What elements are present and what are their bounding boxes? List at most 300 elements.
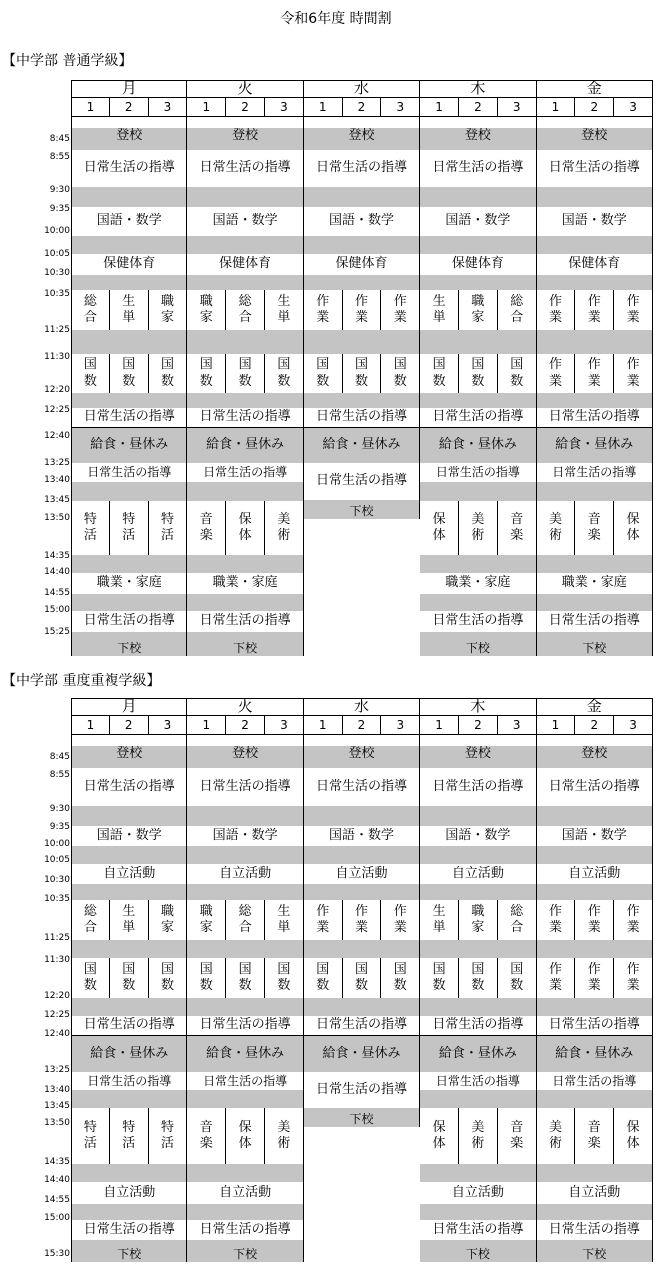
break-row: [187, 594, 303, 611]
lunch-cell: 給食・昼休み: [71, 1036, 187, 1072]
break-row: [537, 884, 653, 900]
subject-cell: 国 数: [343, 354, 382, 393]
break-row: [537, 1164, 653, 1182]
time-label: 13:50: [44, 1118, 70, 1128]
lunch-cell: 給食・昼休み: [420, 428, 536, 463]
break-row: [420, 393, 536, 408]
break-row: [304, 940, 420, 958]
seventh-block-cell: 職業・家庭: [187, 573, 303, 594]
subject-cell: 音 楽: [187, 1108, 226, 1164]
break-row: [71, 806, 187, 826]
spacer-row: [187, 117, 303, 128]
subject-cell: 職 家: [149, 290, 188, 330]
break-row: [537, 594, 653, 611]
break-row: [420, 940, 536, 958]
daily-guidance-cell: 日常生活の指導: [187, 1220, 303, 1240]
daily-guidance-cell: 日常生活の指導: [420, 408, 536, 428]
subject-cell: 特 活: [110, 1108, 149, 1164]
spacer-row: [187, 735, 303, 746]
period-number: 3: [265, 716, 304, 735]
daily-guidance-cell: 日常生活の指導: [420, 463, 536, 482]
subject-cell: 美 術: [537, 1108, 576, 1164]
subject-cell: 保 体: [420, 501, 459, 555]
time-label: 14:40: [44, 567, 70, 577]
subject-cell: 作 業: [575, 354, 614, 393]
period-number: 3: [149, 98, 188, 117]
time-label: 13:40: [44, 475, 70, 485]
time-label: 13:25: [44, 1065, 70, 1075]
subject-cell: 作 業: [381, 900, 420, 940]
break-row: [71, 187, 187, 207]
time-label: 13:45: [44, 1101, 70, 1111]
break-row: [187, 998, 303, 1016]
break-row: [71, 1204, 187, 1220]
daily-guidance-cell: 日常生活の指導: [537, 1072, 653, 1090]
break-row: [537, 555, 653, 573]
subject-cell: 音 楽: [575, 501, 614, 555]
break-row: [537, 275, 653, 290]
day-header: 水: [304, 698, 420, 716]
time-label: 12:20: [44, 991, 70, 1001]
japanese-math-cell: 国語・数学: [187, 207, 303, 236]
break-row: [71, 330, 187, 354]
break-row: [420, 1204, 536, 1220]
subject-cell: 作 業: [343, 290, 382, 330]
japanese-math-cell: 国語・数学: [537, 826, 653, 846]
dismissal-cell: 下校: [304, 1108, 420, 1127]
subject-cell: 作 業: [537, 900, 576, 940]
subject-cell: 特 活: [110, 501, 149, 555]
third-block-cell: 保健体育: [420, 254, 536, 275]
seventh-block-cell: 職業・家庭: [420, 573, 536, 594]
third-block-cell: 保健体育: [537, 254, 653, 275]
break-row: [420, 187, 536, 207]
subject-cell: 総 合: [498, 900, 537, 940]
daily-guidance-cell: 日常生活の指導: [420, 1072, 536, 1090]
subject-cell: 職 家: [459, 900, 498, 940]
dismissal-cell: 下校: [420, 632, 536, 656]
period-number: 1: [71, 716, 110, 735]
subject-cell: 作 業: [575, 900, 614, 940]
period-number: 1: [420, 98, 459, 117]
daily-guidance-cell: 日常生活の指導: [420, 150, 536, 187]
time-label: 9:35: [49, 204, 70, 214]
subject-cell: 作 業: [614, 290, 653, 330]
daily-guidance-cell: 日常生活の指導: [187, 463, 303, 482]
day-header: 木: [420, 80, 536, 98]
time-label: 10:00: [44, 839, 70, 849]
time-label: 13:40: [44, 1085, 70, 1095]
daily-guidance-cell: 日常生活の指導: [187, 1016, 303, 1036]
subject-cell: 総 合: [226, 900, 265, 940]
subject-cell: 国 数: [149, 958, 188, 998]
break-row: [420, 1090, 536, 1108]
period-number: 2: [459, 716, 498, 735]
break-row: [420, 884, 536, 900]
subject-cell: 職 家: [187, 900, 226, 940]
dismissal-cell: 下校: [187, 632, 303, 656]
time-label: 15:00: [44, 605, 70, 615]
daily-guidance-cell: 日常生活の指導: [537, 1016, 653, 1036]
time-label: 11:25: [44, 325, 70, 335]
subject-cell: 生 単: [110, 290, 149, 330]
subject-cell: 国 数: [71, 354, 110, 393]
subject-cell: 音 楽: [187, 501, 226, 555]
lunch-cell: 給食・昼休み: [304, 1036, 420, 1072]
subject-cell: 作 業: [614, 958, 653, 998]
break-row: [304, 187, 420, 207]
break-row: [187, 1204, 303, 1220]
japanese-math-cell: 国語・数学: [71, 207, 187, 236]
time-label: 9:30: [49, 804, 70, 814]
period-number: 2: [459, 98, 498, 117]
break-row: [71, 1090, 187, 1108]
time-label: 15:25: [44, 627, 70, 637]
period-number: 1: [187, 716, 226, 735]
time-label: 10:35: [44, 894, 70, 904]
time-label: 12:20: [44, 385, 70, 395]
lunch-cell: 給食・昼休み: [187, 1036, 303, 1072]
spacer-row: [71, 117, 187, 128]
daily-guidance-cell: 日常生活の指導: [537, 463, 653, 482]
break-row: [304, 846, 420, 864]
break-row: [420, 236, 536, 254]
subject-cell: 国 数: [265, 354, 304, 393]
break-row: [304, 330, 420, 354]
time-label: 10:30: [44, 875, 70, 885]
subject-cell: 国 数: [304, 354, 343, 393]
subject-cell: 特 活: [149, 501, 188, 555]
lunch-cell: 給食・昼休み: [187, 428, 303, 463]
time-label: 10:05: [44, 249, 70, 259]
break-row: [187, 236, 303, 254]
daily-guidance-cell: 日常生活の指導: [537, 408, 653, 428]
subject-cell: 特 活: [71, 1108, 110, 1164]
break-row: [420, 806, 536, 826]
break-row: [71, 1164, 187, 1182]
time-label: 12:40: [44, 1029, 70, 1039]
subject-cell: 作 業: [614, 354, 653, 393]
third-block-cell: 保健体育: [187, 254, 303, 275]
subject-cell: 国 数: [304, 958, 343, 998]
break-row: [71, 884, 187, 900]
daily-guidance-cell: 日常生活の指導: [187, 611, 303, 632]
subject-cell: 作 業: [343, 900, 382, 940]
lunch-cell: 給食・昼休み: [420, 1036, 536, 1072]
japanese-math-cell: 国語・数学: [420, 826, 536, 846]
break-row: [537, 482, 653, 501]
subject-cell: 国 数: [187, 958, 226, 998]
subject-cell: 作 業: [575, 958, 614, 998]
lunch-cell: 給食・昼休み: [71, 428, 187, 463]
break-row: [187, 1164, 303, 1182]
period-number: 1: [537, 98, 576, 117]
subject-cell: 職 家: [149, 900, 188, 940]
time-label: 14:35: [44, 551, 70, 561]
break-row: [187, 393, 303, 408]
break-row: [187, 940, 303, 958]
break-row: [71, 482, 187, 501]
subject-cell: 保 体: [614, 501, 653, 555]
subject-cell: 作 業: [381, 290, 420, 330]
arrival-cell: 登校: [71, 128, 187, 150]
day-header: 金: [537, 80, 653, 98]
period-number: 2: [226, 98, 265, 117]
daily-guidance-cell: 日常生活の指導: [187, 768, 303, 806]
daily-guidance-cell: 日常生活の指導: [537, 1220, 653, 1240]
subject-cell: 作 業: [614, 900, 653, 940]
daily-guidance-cell: 日常生活の指導: [187, 408, 303, 428]
period-number: 2: [343, 98, 382, 117]
break-row: [420, 594, 536, 611]
daily-guidance-cell: 日常生活の指導: [420, 1016, 536, 1036]
subject-cell: 特 活: [71, 501, 110, 555]
time-label: 11:25: [44, 933, 70, 943]
period-number: 1: [71, 98, 110, 117]
daily-guidance-cell: 日常生活の指導: [71, 1072, 187, 1090]
subject-cell: 美 術: [459, 1108, 498, 1164]
time-label: 10:35: [44, 289, 70, 299]
period-number: 1: [304, 98, 343, 117]
daily-guidance-cell: 日常生活の指導: [304, 1016, 420, 1036]
period-number: 2: [110, 98, 149, 117]
daily-guidance-cell: 日常生活の指導: [71, 611, 187, 632]
subject-cell: 国 数: [459, 958, 498, 998]
seventh-block-cell: 自立活動: [420, 1182, 536, 1204]
subject-cell: 職 家: [459, 290, 498, 330]
break-row: [71, 236, 187, 254]
break-row: [71, 275, 187, 290]
break-row: [187, 482, 303, 501]
period-number: 1: [187, 98, 226, 117]
day-header: 月: [71, 698, 187, 716]
break-row: [420, 846, 536, 864]
break-row: [187, 884, 303, 900]
subject-cell: 作 業: [575, 290, 614, 330]
seventh-block-cell: 職業・家庭: [537, 573, 653, 594]
break-row: [304, 998, 420, 1016]
daily-guidance-cell: 日常生活の指導: [420, 611, 536, 632]
subject-cell: 総 合: [71, 290, 110, 330]
subject-cell: 美 術: [265, 501, 304, 555]
subject-cell: 美 術: [265, 1108, 304, 1164]
time-label: 8:45: [49, 134, 70, 144]
japanese-math-cell: 国語・数学: [537, 207, 653, 236]
arrival-cell: 登校: [71, 746, 187, 768]
period-number: 3: [381, 716, 420, 735]
day-header: 水: [304, 80, 420, 98]
subject-cell: 国 数: [381, 958, 420, 998]
subject-cell: 国 数: [187, 354, 226, 393]
dismissal-cell: 下校: [537, 632, 653, 656]
subject-cell: 国 数: [459, 354, 498, 393]
daily-guidance-cell: 日常生活の指導: [71, 768, 187, 806]
daily-guidance-cell: 日常生活の指導: [304, 150, 420, 187]
subject-cell: 生 単: [110, 900, 149, 940]
break-row: [420, 275, 536, 290]
break-row: [304, 275, 420, 290]
subject-cell: 生 単: [420, 900, 459, 940]
subject-cell: 美 術: [537, 501, 576, 555]
break-row: [187, 330, 303, 354]
subject-cell: 保 体: [420, 1108, 459, 1164]
break-row: [187, 555, 303, 573]
dismissal-cell: 下校: [304, 500, 420, 519]
time-label: 10:05: [44, 855, 70, 865]
subject-cell: 国 数: [110, 354, 149, 393]
subject-cell: 国 数: [498, 958, 537, 998]
break-row: [71, 846, 187, 864]
dismissal-cell: 下校: [187, 1240, 303, 1262]
daily-guidance-cell: 日常生活の指導: [71, 150, 187, 187]
arrival-cell: 登校: [420, 128, 536, 150]
spacer-row: [537, 117, 653, 128]
break-row: [537, 1090, 653, 1108]
time-label: 15:00: [44, 1213, 70, 1223]
daily-guidance-cell: 日常生活の指導: [537, 611, 653, 632]
daily-guidance-cell: 日常生活の指導: [187, 150, 303, 187]
dismissal-cell: 下校: [537, 1240, 653, 1262]
page-title: 令和6年度 時間割: [280, 11, 392, 27]
daily-guidance-cell: 日常生活の指導: [187, 1072, 303, 1090]
subject-cell: 音 楽: [575, 1108, 614, 1164]
arrival-cell: 登校: [537, 128, 653, 150]
spacer-row: [71, 735, 187, 746]
day-header: 火: [187, 80, 303, 98]
third-block-cell: 自立活動: [71, 864, 187, 884]
break-row: [71, 940, 187, 958]
break-row: [537, 806, 653, 826]
subject-cell: 国 数: [420, 354, 459, 393]
break-row: [187, 275, 303, 290]
break-row: [304, 884, 420, 900]
japanese-math-cell: 国語・数学: [187, 826, 303, 846]
break-row: [420, 330, 536, 354]
dismissal-cell: 下校: [420, 1240, 536, 1262]
arrival-cell: 登校: [187, 128, 303, 150]
time-label: 13:25: [44, 458, 70, 468]
break-row: [537, 1204, 653, 1220]
section-label-severe: 【中学部 重度重複学級】: [2, 673, 161, 689]
day-header: 月: [71, 80, 187, 98]
daily-guidance-cell: 日常生活の指導: [71, 1220, 187, 1240]
day-header: 火: [187, 698, 303, 716]
subject-cell: 作 業: [537, 354, 576, 393]
period-number: 3: [381, 98, 420, 117]
arrival-cell: 登校: [420, 746, 536, 768]
time-label: 8:55: [49, 152, 70, 162]
seventh-block-cell: 自立活動: [537, 1182, 653, 1204]
time-label: 9:35: [49, 822, 70, 832]
seventh-block-cell: 自立活動: [187, 1182, 303, 1204]
break-row: [71, 998, 187, 1016]
third-block-cell: 自立活動: [420, 864, 536, 884]
subject-cell: 国 数: [381, 354, 420, 393]
break-row: [187, 846, 303, 864]
time-label: 14:40: [44, 1175, 70, 1185]
subject-cell: 国 数: [498, 354, 537, 393]
period-number: 3: [498, 716, 537, 735]
time-label: 13:45: [44, 495, 70, 505]
third-block-cell: 自立活動: [537, 864, 653, 884]
daily-guidance-cell: 日常生活の指導: [537, 768, 653, 806]
daily-guidance-cell: 日常生活の指導: [304, 408, 420, 428]
third-block-cell: 保健体育: [304, 254, 420, 275]
arrival-cell: 登校: [187, 746, 303, 768]
japanese-math-cell: 国語・数学: [71, 826, 187, 846]
daily-guidance-cell: 日常生活の指導: [420, 1220, 536, 1240]
period-number: 1: [304, 716, 343, 735]
period-number: 2: [575, 98, 614, 117]
subject-cell: 生 単: [420, 290, 459, 330]
period-number: 3: [614, 98, 653, 117]
period-number: 1: [420, 716, 459, 735]
time-label: 10:30: [44, 268, 70, 278]
break-row: [537, 998, 653, 1016]
time-label: 14:55: [44, 588, 70, 598]
third-block-cell: 自立活動: [304, 864, 420, 884]
arrival-cell: 登校: [304, 128, 420, 150]
daily-guidance-cell: 日常生活の指導: [304, 463, 420, 500]
time-label: 14:35: [44, 1157, 70, 1167]
dismissal-cell: 下校: [71, 1240, 187, 1262]
subject-cell: 作 業: [537, 290, 576, 330]
period-number: 1: [537, 716, 576, 735]
subject-cell: 国 数: [149, 354, 188, 393]
break-row: [537, 330, 653, 354]
time-label: 8:45: [49, 752, 70, 762]
lunch-cell: 給食・昼休み: [304, 428, 420, 463]
daily-guidance-cell: 日常生活の指導: [71, 1016, 187, 1036]
daily-guidance-cell: 日常生活の指導: [304, 1072, 420, 1108]
break-row: [537, 940, 653, 958]
daily-guidance-cell: 日常生活の指導: [71, 408, 187, 428]
break-row: [71, 594, 187, 611]
subject-cell: 国 数: [226, 354, 265, 393]
subject-cell: 職 家: [187, 290, 226, 330]
subject-cell: 生 単: [265, 290, 304, 330]
japanese-math-cell: 国語・数学: [420, 207, 536, 236]
break-row: [71, 393, 187, 408]
daily-guidance-cell: 日常生活の指導: [304, 768, 420, 806]
time-label: 10:00: [44, 226, 70, 236]
third-block-cell: 保健体育: [71, 254, 187, 275]
break-row: [304, 393, 420, 408]
time-label: 15:30: [44, 1249, 70, 1259]
spacer-row: [304, 117, 420, 128]
period-number: 3: [498, 98, 537, 117]
spacer-row: [420, 117, 536, 128]
time-label: 14:55: [44, 1195, 70, 1205]
break-row: [420, 1164, 536, 1182]
daily-guidance-cell: 日常生活の指導: [71, 463, 187, 482]
subject-cell: 美 術: [459, 501, 498, 555]
day-header: 金: [537, 698, 653, 716]
daily-guidance-cell: 日常生活の指導: [537, 150, 653, 187]
period-number: 2: [575, 716, 614, 735]
lunch-cell: 給食・昼休み: [537, 1036, 653, 1072]
subject-cell: 総 合: [226, 290, 265, 330]
subject-cell: 国 数: [343, 958, 382, 998]
break-row: [187, 806, 303, 826]
period-number: 3: [614, 716, 653, 735]
break-row: [304, 236, 420, 254]
seventh-block-cell: 自立活動: [71, 1182, 187, 1204]
subject-cell: 保 体: [226, 501, 265, 555]
third-block-cell: 自立活動: [187, 864, 303, 884]
seventh-block-cell: 職業・家庭: [71, 573, 187, 594]
break-row: [420, 482, 536, 501]
